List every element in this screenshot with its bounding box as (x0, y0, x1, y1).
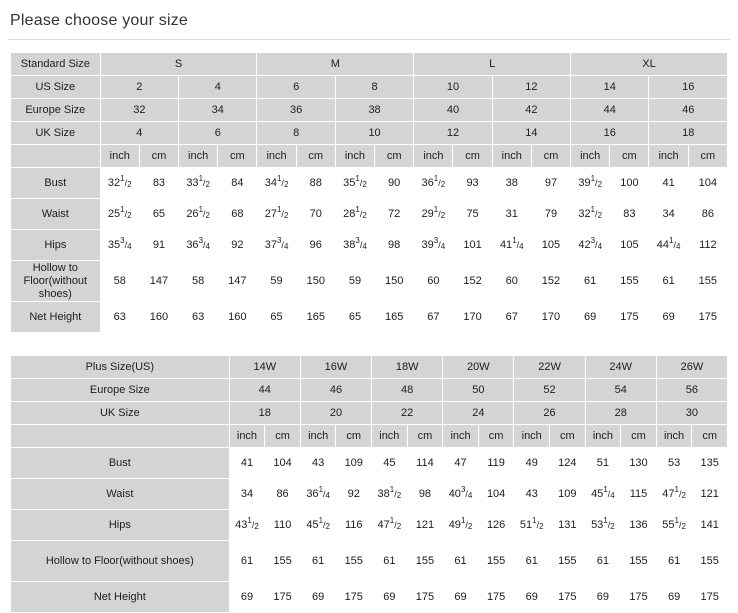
measure-value: 67 (414, 302, 453, 333)
measure-value: 141 (692, 510, 728, 541)
measure-value: 98 (375, 230, 414, 261)
measure-value: 155 (336, 541, 372, 582)
measure-value: 60 (414, 261, 453, 302)
row-label: US Size (11, 76, 101, 99)
size-value: 16W (300, 356, 371, 379)
measure-value: 69 (229, 582, 265, 613)
size-value: 16 (649, 76, 728, 99)
measure-label: Hips (11, 510, 230, 541)
table-row (11, 582, 728, 613)
measure-value: $42^3/_4$ (571, 230, 610, 261)
measure-value: $25^1/_2$ (100, 199, 139, 230)
measure-value: $27^1/_2$ (257, 199, 296, 230)
measure-value: 126 (478, 510, 514, 541)
unit-header: cm (407, 425, 443, 448)
size-value: 42 (492, 99, 570, 122)
measure-value: 155 (407, 541, 443, 582)
unit-header: inch (100, 145, 139, 168)
size-value: 34 (179, 99, 257, 122)
measure-value: 121 (692, 479, 728, 510)
table-header-row (11, 402, 728, 425)
size-value: 38 (335, 99, 413, 122)
measure-value: 104 (688, 168, 727, 199)
size-value: 2 (100, 76, 178, 99)
measure-value: $45^1/_4$ (585, 479, 621, 510)
measure-value: $38^1/_2$ (372, 479, 408, 510)
unit-header: cm (531, 145, 570, 168)
measure-value: $36^1/_4$ (300, 479, 336, 510)
measure-value: 43 (514, 479, 550, 510)
size-value: 18 (229, 402, 300, 425)
measure-value: 60 (492, 261, 531, 302)
size-value: 44 (229, 379, 300, 402)
size-value: 32 (100, 99, 178, 122)
unit-header: inch (492, 145, 531, 168)
measure-value: $41^1/_4$ (492, 230, 531, 261)
measure-value: 175 (692, 582, 728, 613)
unit-header: cm (218, 145, 257, 168)
measure-value: $49^1/_2$ (443, 510, 479, 541)
measure-value: 175 (265, 582, 301, 613)
measure-value: 69 (372, 582, 408, 613)
size-value: 4 (179, 76, 257, 99)
measure-label: Hips (11, 230, 101, 261)
measure-value: 97 (531, 168, 570, 199)
unit-header: inch (656, 425, 692, 448)
row-label: UK Size (11, 122, 101, 145)
measure-value: 59 (257, 261, 296, 302)
row-label: Europe Size (11, 99, 101, 122)
unit-header: cm (453, 145, 492, 168)
measure-value: 61 (229, 541, 265, 582)
table-row (11, 199, 728, 230)
measure-value: $47^1/_2$ (656, 479, 692, 510)
measure-value: 79 (531, 199, 570, 230)
measure-value: 51 (585, 448, 621, 479)
measure-value: 130 (621, 448, 657, 479)
measure-value: 61 (514, 541, 550, 582)
measure-value: $32^1/_2$ (571, 199, 610, 230)
measure-value: 92 (336, 479, 372, 510)
unit-header: inch (414, 145, 453, 168)
table-row (11, 510, 728, 541)
measure-value: 47 (443, 448, 479, 479)
measure-value: $28^1/_2$ (335, 199, 374, 230)
measure-value: 65 (257, 302, 296, 333)
unit-header: inch (179, 145, 218, 168)
table-header-row (11, 122, 728, 145)
row-label: UK Size (11, 402, 230, 425)
measure-label: Bust (11, 448, 230, 479)
table-header-row (11, 53, 728, 76)
size-value: 24 (443, 402, 514, 425)
size-value: 6 (179, 122, 257, 145)
measure-value: $53^1/_2$ (585, 510, 621, 541)
measure-value: 61 (372, 541, 408, 582)
measure-value: 96 (296, 230, 335, 261)
measure-value: $33^1/_2$ (179, 168, 218, 199)
measure-value: 175 (336, 582, 372, 613)
unit-header: cm (336, 425, 372, 448)
row-label: Europe Size (11, 379, 230, 402)
measure-value: 61 (585, 541, 621, 582)
measure-value: 69 (300, 582, 336, 613)
measure-value: $47^1/_2$ (372, 510, 408, 541)
measure-value: $37^3/_4$ (257, 230, 296, 261)
measure-value: 124 (550, 448, 586, 479)
size-value: 10 (335, 122, 413, 145)
measure-value: $40^3/_4$ (443, 479, 479, 510)
measure-value: 59 (335, 261, 374, 302)
measure-value: 49 (514, 448, 550, 479)
measure-label: Hollow to Floor(without shoes) (11, 261, 101, 302)
measure-value: 114 (407, 448, 443, 479)
measure-label: Waist (11, 479, 230, 510)
measure-value: 155 (692, 541, 728, 582)
size-group-header: M (257, 53, 414, 76)
table-header-row (11, 425, 728, 448)
measure-label: Net Height (11, 582, 230, 613)
size-value: 6 (257, 76, 335, 99)
measure-value: 61 (300, 541, 336, 582)
size-value: 48 (372, 379, 443, 402)
measure-value: 63 (179, 302, 218, 333)
measure-value: 160 (218, 302, 257, 333)
size-value: 28 (585, 402, 656, 425)
measure-value: 65 (335, 302, 374, 333)
unit-header: inch (514, 425, 550, 448)
size-value: 20 (300, 402, 371, 425)
measure-value: 34 (649, 199, 688, 230)
measure-value: $34^1/_2$ (257, 168, 296, 199)
measure-value: 155 (265, 541, 301, 582)
measure-value: $43^1/_2$ (229, 510, 265, 541)
measure-value: $35^3/_4$ (100, 230, 139, 261)
table-header-row (11, 379, 728, 402)
size-group-header: L (414, 53, 571, 76)
size-group-header: S (100, 53, 257, 76)
row-label: Standard Size (11, 53, 101, 76)
measure-value: $36^1/_2$ (414, 168, 453, 199)
unit-header: inch (229, 425, 265, 448)
measure-value: 105 (610, 230, 649, 261)
unit-header: cm (550, 425, 586, 448)
size-value: 12 (414, 122, 492, 145)
measure-value: 43 (300, 448, 336, 479)
measure-value: 110 (265, 510, 301, 541)
measure-value: 41 (649, 168, 688, 199)
unit-header: cm (692, 425, 728, 448)
measure-value: $29^1/_2$ (414, 199, 453, 230)
measure-value: 104 (265, 448, 301, 479)
unit-header: cm (610, 145, 649, 168)
size-value: 4 (100, 122, 178, 145)
unit-header: inch (335, 145, 374, 168)
size-value: 26W (656, 356, 727, 379)
table-header-row (11, 76, 728, 99)
measure-value: $39^1/_2$ (571, 168, 610, 199)
size-value: 44 (571, 99, 649, 122)
measure-value: 31 (492, 199, 531, 230)
measure-value: 53 (656, 448, 692, 479)
measure-value: 155 (610, 261, 649, 302)
size-value: 56 (656, 379, 727, 402)
measure-value: 175 (610, 302, 649, 333)
unit-header: cm (688, 145, 727, 168)
measure-value: 147 (218, 261, 257, 302)
table-header-row (11, 99, 728, 122)
measure-value: 109 (336, 448, 372, 479)
table-row (11, 479, 728, 510)
measure-value: 61 (656, 541, 692, 582)
unit-header: cm (478, 425, 514, 448)
row-label: Plus Size(US) (11, 356, 230, 379)
table-row (11, 168, 728, 199)
measure-value: 160 (139, 302, 178, 333)
measure-value: 165 (375, 302, 414, 333)
measure-value: 38 (492, 168, 531, 199)
table-header-row (11, 145, 728, 168)
measure-value: 170 (531, 302, 570, 333)
measure-value: 155 (688, 261, 727, 302)
measure-value: $32^1/_2$ (100, 168, 139, 199)
size-value: 20W (443, 356, 514, 379)
measure-value: 109 (550, 479, 586, 510)
measure-value: 34 (229, 479, 265, 510)
size-value: 18W (372, 356, 443, 379)
measure-value: 58 (100, 261, 139, 302)
size-value: 14 (492, 122, 570, 145)
size-value: 10 (414, 76, 492, 99)
measure-value: 147 (139, 261, 178, 302)
measure-value: $39^3/_4$ (414, 230, 453, 261)
measure-value: 92 (218, 230, 257, 261)
measure-value: 75 (453, 199, 492, 230)
row-label (11, 425, 230, 448)
page-title (0, 0, 738, 40)
measure-value: 58 (179, 261, 218, 302)
table-row (11, 541, 728, 582)
measure-value: 165 (296, 302, 335, 333)
measure-value: 61 (443, 541, 479, 582)
measure-value: 100 (610, 168, 649, 199)
size-value: 22W (514, 356, 585, 379)
table-row (11, 230, 728, 261)
measure-label: Net Height (11, 302, 101, 333)
measure-value: 69 (649, 302, 688, 333)
unit-header: inch (300, 425, 336, 448)
measure-value: 150 (296, 261, 335, 302)
measure-value: 69 (571, 302, 610, 333)
measure-value: 119 (478, 448, 514, 479)
measure-value: $44^1/_4$ (649, 230, 688, 261)
measure-value: 69 (514, 582, 550, 613)
measure-value: 86 (265, 479, 301, 510)
measure-value: 175 (478, 582, 514, 613)
measure-label: Bust (11, 168, 101, 199)
table-row (11, 261, 728, 302)
measure-label: Hollow to Floor(without shoes) (11, 541, 230, 582)
size-value: 54 (585, 379, 656, 402)
measure-value: 91 (139, 230, 178, 261)
size-value: 22 (372, 402, 443, 425)
measure-value: 67 (492, 302, 531, 333)
measure-value: 155 (621, 541, 657, 582)
measure-value: 155 (550, 541, 586, 582)
table-header-row (11, 356, 728, 379)
unit-header: inch (372, 425, 408, 448)
unit-header: inch (443, 425, 479, 448)
measure-value: 61 (571, 261, 610, 302)
measure-value: 69 (443, 582, 479, 613)
size-value: 8 (335, 76, 413, 99)
size-value: 36 (257, 99, 335, 122)
size-value: 46 (649, 99, 728, 122)
size-value: 46 (300, 379, 371, 402)
plus-size-table (10, 355, 728, 613)
measure-value: 131 (550, 510, 586, 541)
page-title-text: Please choose your size (10, 12, 189, 29)
measure-value: 170 (453, 302, 492, 333)
measure-value: 175 (407, 582, 443, 613)
measure-value: 41 (229, 448, 265, 479)
unit-header: cm (296, 145, 335, 168)
measure-value: 83 (139, 168, 178, 199)
measure-value: 69 (656, 582, 692, 613)
measure-value: 65 (139, 199, 178, 230)
size-value: 18 (649, 122, 728, 145)
measure-value: 116 (336, 510, 372, 541)
size-value: 30 (656, 402, 727, 425)
measure-value: $26^1/_2$ (179, 199, 218, 230)
size-value: 8 (257, 122, 335, 145)
measure-value: $35^1/_2$ (335, 168, 374, 199)
measure-label: Waist (11, 199, 101, 230)
measure-value: 84 (218, 168, 257, 199)
measure-value: 105 (531, 230, 570, 261)
table-row (11, 302, 728, 333)
measure-value: 112 (688, 230, 727, 261)
size-value: 14 (571, 76, 649, 99)
measure-value: 152 (453, 261, 492, 302)
measure-value: 152 (531, 261, 570, 302)
measure-value: 115 (621, 479, 657, 510)
measure-value: 98 (407, 479, 443, 510)
measure-value: 90 (375, 168, 414, 199)
size-value: 52 (514, 379, 585, 402)
size-value: 16 (571, 122, 649, 145)
unit-header: cm (265, 425, 301, 448)
unit-header: cm (621, 425, 657, 448)
size-value: 14W (229, 356, 300, 379)
measure-value: 175 (550, 582, 586, 613)
measure-value: 63 (100, 302, 139, 333)
measure-value: 135 (692, 448, 728, 479)
measure-value: 150 (375, 261, 414, 302)
title-divider (8, 39, 730, 40)
unit-header: inch (585, 425, 621, 448)
measure-value: 175 (688, 302, 727, 333)
unit-header: cm (139, 145, 178, 168)
size-value: 26 (514, 402, 585, 425)
measure-value: $38^3/_4$ (335, 230, 374, 261)
measure-value: 45 (372, 448, 408, 479)
measure-value: 69 (585, 582, 621, 613)
measure-value: 88 (296, 168, 335, 199)
measure-value: $36^3/_4$ (179, 230, 218, 261)
measure-value: 121 (407, 510, 443, 541)
measure-value: $45^1/_2$ (300, 510, 336, 541)
measure-value: 70 (296, 199, 335, 230)
table-row (11, 448, 728, 479)
unit-header: inch (257, 145, 296, 168)
measure-value: 104 (478, 479, 514, 510)
measure-value: 93 (453, 168, 492, 199)
measure-value: 72 (375, 199, 414, 230)
measure-value: 83 (610, 199, 649, 230)
measure-value: 155 (478, 541, 514, 582)
size-value: 24W (585, 356, 656, 379)
measure-value: 86 (688, 199, 727, 230)
standard-size-table (10, 52, 728, 333)
measure-value: 61 (649, 261, 688, 302)
size-value: 50 (443, 379, 514, 402)
size-value: 12 (492, 76, 570, 99)
measure-value: 175 (621, 582, 657, 613)
measure-value: $55^1/_2$ (656, 510, 692, 541)
row-label (11, 145, 101, 168)
measure-value: 101 (453, 230, 492, 261)
measure-value: $51^1/_2$ (514, 510, 550, 541)
measure-value: 68 (218, 199, 257, 230)
size-value: 40 (414, 99, 492, 122)
size-group-header: XL (571, 53, 728, 76)
unit-header: inch (571, 145, 610, 168)
unit-header: inch (649, 145, 688, 168)
measure-value: 136 (621, 510, 657, 541)
unit-header: cm (375, 145, 414, 168)
